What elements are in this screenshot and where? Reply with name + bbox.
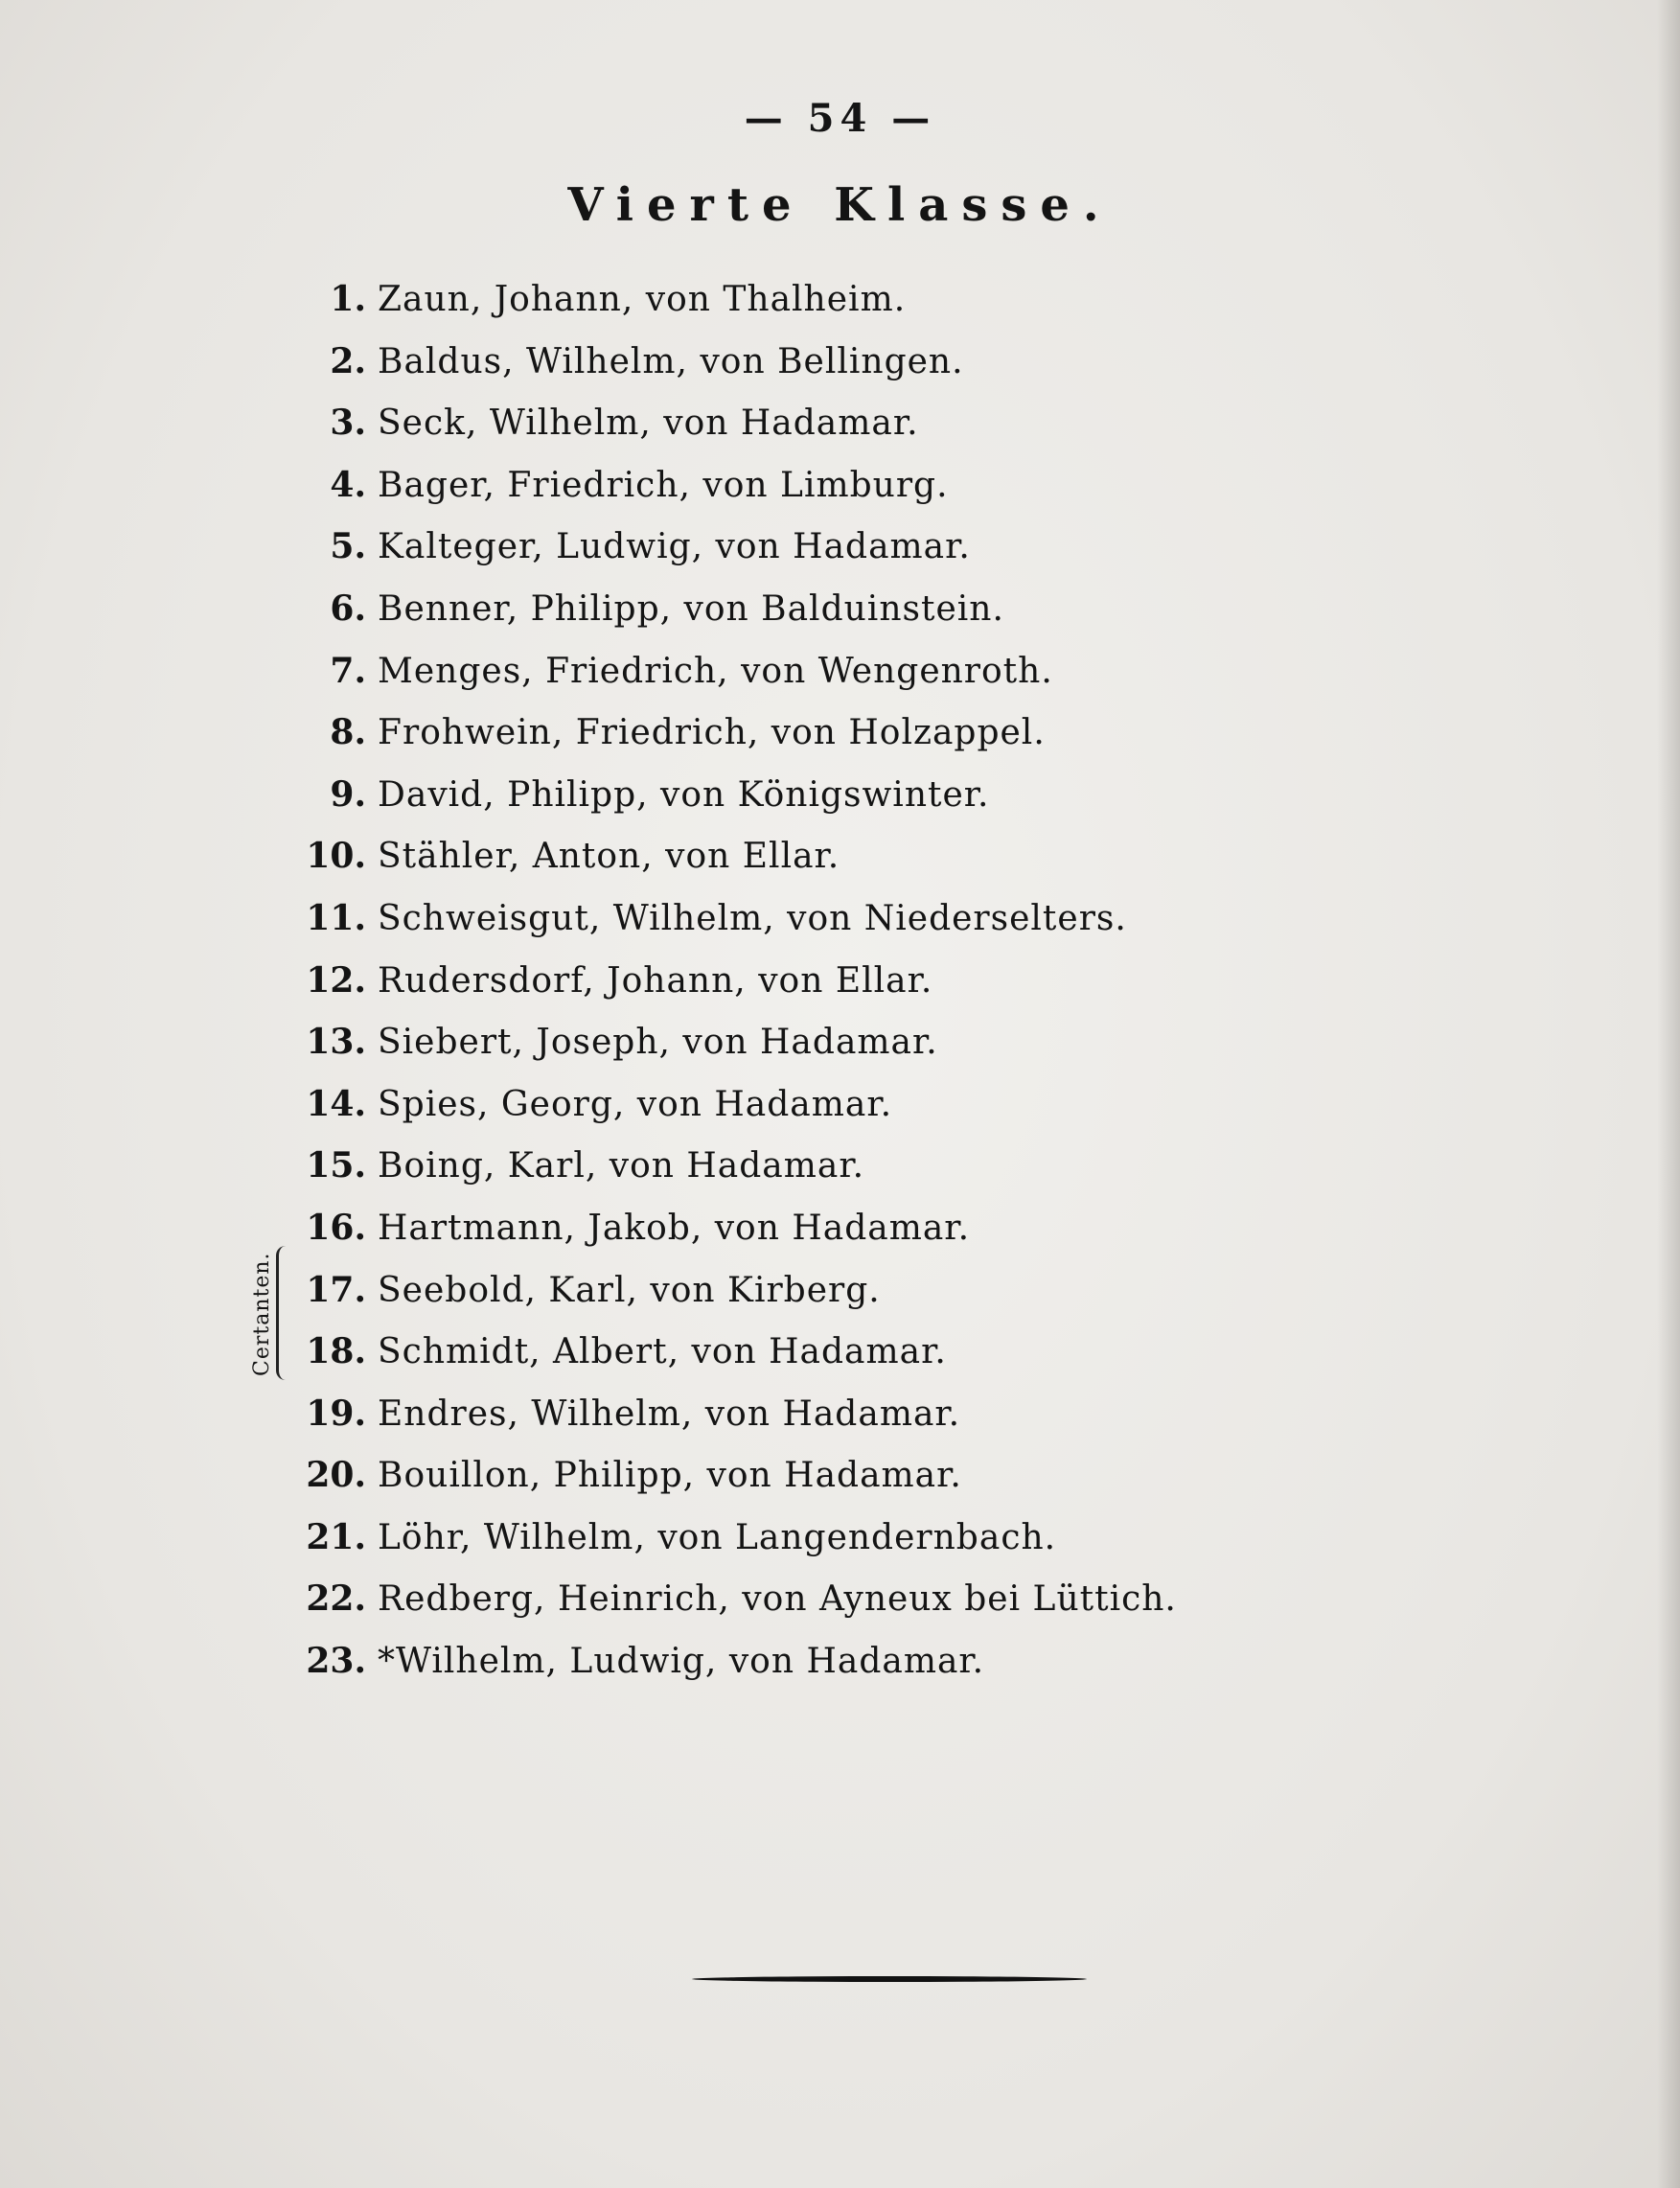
list-item [288, 702, 1342, 764]
list-item [288, 1444, 1342, 1507]
entry-text: Bouillon, Philipp, von Hadamar. [378, 1456, 962, 1496]
entry-number: 10. [306, 836, 366, 877]
list-item [288, 1197, 1342, 1259]
entry-text: *Wilhelm, Ludwig, von Hadamar. [378, 1642, 985, 1682]
entry-number: 3. [330, 403, 366, 444]
entry-number: 11. [306, 897, 366, 938]
list-item [288, 825, 1342, 887]
entry-text: Seck, Wilhelm, von Hadamar. [378, 403, 919, 444]
entry-text: Frohwein, Friedrich, von Holzappel. [378, 713, 1046, 753]
list-item [288, 640, 1342, 702]
list-item [288, 1259, 1342, 1322]
section-heading: Vierte Klasse. [567, 178, 1113, 232]
entry-text: Benner, Philipp, von Balduinstein. [378, 588, 1004, 629]
entry-number: 5. [330, 526, 366, 567]
page-number: — 54 — [744, 96, 936, 141]
entry-text: Baldus, Wilhelm, von Bellingen. [378, 341, 964, 381]
list-item [288, 1568, 1342, 1630]
list-item [288, 516, 1342, 578]
entry-text: Schweisgut, Wilhelm, von Niederselters. [378, 898, 1127, 938]
list-item [288, 392, 1342, 454]
entry-number: 13. [306, 1022, 366, 1063]
entry-number: 17. [306, 1269, 366, 1310]
entry-text: David, Philipp, von Königswinter. [378, 774, 990, 815]
list-item [288, 1383, 1342, 1445]
list-item [288, 1011, 1342, 1073]
list-item [288, 1630, 1342, 1693]
list-item [288, 1073, 1342, 1136]
entry-number: 23. [306, 1641, 366, 1682]
entry-number: 12. [306, 959, 366, 1001]
entry-text: Löhr, Wilhelm, von Langendernbach. [378, 1517, 1057, 1557]
list-item [288, 1321, 1342, 1383]
student-list [288, 268, 1342, 1693]
list-item [288, 887, 1342, 950]
entry-number: 4. [330, 464, 366, 505]
list-item [288, 1507, 1342, 1569]
entry-text: Menges, Friedrich, von Wengenroth. [378, 651, 1053, 691]
entry-number: 15. [306, 1145, 366, 1186]
entry-number: 20. [306, 1455, 366, 1496]
entry-text: Spies, Georg, von Hadamar. [378, 1084, 893, 1124]
list-item [288, 764, 1342, 826]
entry-text: Zaun, Johann, von Thalheim. [378, 280, 907, 319]
entry-number: 2. [330, 340, 366, 381]
entry-number: 7. [330, 650, 366, 691]
entry-number: 18. [306, 1331, 366, 1372]
entry-text: Schmidt, Albert, von Hadamar. [378, 1332, 947, 1372]
entry-text: Rudersdorf, Johann, von Ellar. [378, 960, 933, 1001]
entry-number: 14. [306, 1083, 366, 1124]
entry-number: 8. [330, 712, 366, 753]
entry-text: Redberg, Heinrich, von Ayneux bei Lüttich. [378, 1579, 1177, 1620]
list-item [288, 1135, 1342, 1197]
side-note: Certanten. [250, 1252, 274, 1376]
entry-text: Kalteger, Ludwig, von Hadamar. [378, 527, 971, 567]
entry-text: Seebold, Karl, von Kirberg. [378, 1270, 881, 1310]
entry-text: Stähler, Anton, von Ellar. [378, 837, 840, 877]
list-item [288, 578, 1342, 640]
list-item [288, 454, 1342, 517]
entry-text: Hartmann, Jakob, von Hadamar. [378, 1208, 971, 1248]
entry-number: 22. [306, 1578, 366, 1620]
entry-text: Bager, Friedrich, von Limburg. [378, 465, 949, 505]
list-item [288, 950, 1342, 1012]
entry-number: 1. [330, 279, 366, 319]
entry-text: Endres, Wilhelm, von Hadamar. [378, 1393, 961, 1434]
entry-text: Boing, Karl, von Hadamar. [378, 1146, 865, 1186]
entry-text: Siebert, Joseph, von Hadamar. [378, 1023, 938, 1063]
entry-number: 16. [306, 1207, 366, 1248]
entry-number: 6. [330, 587, 366, 629]
page-edge-shadow [1657, 0, 1680, 2188]
entry-number: 19. [306, 1393, 366, 1434]
entry-number: 21. [306, 1516, 366, 1557]
entry-number: 9. [330, 773, 366, 815]
end-rule [692, 1976, 1087, 1982]
list-item [288, 268, 1342, 331]
list-item [288, 331, 1342, 393]
